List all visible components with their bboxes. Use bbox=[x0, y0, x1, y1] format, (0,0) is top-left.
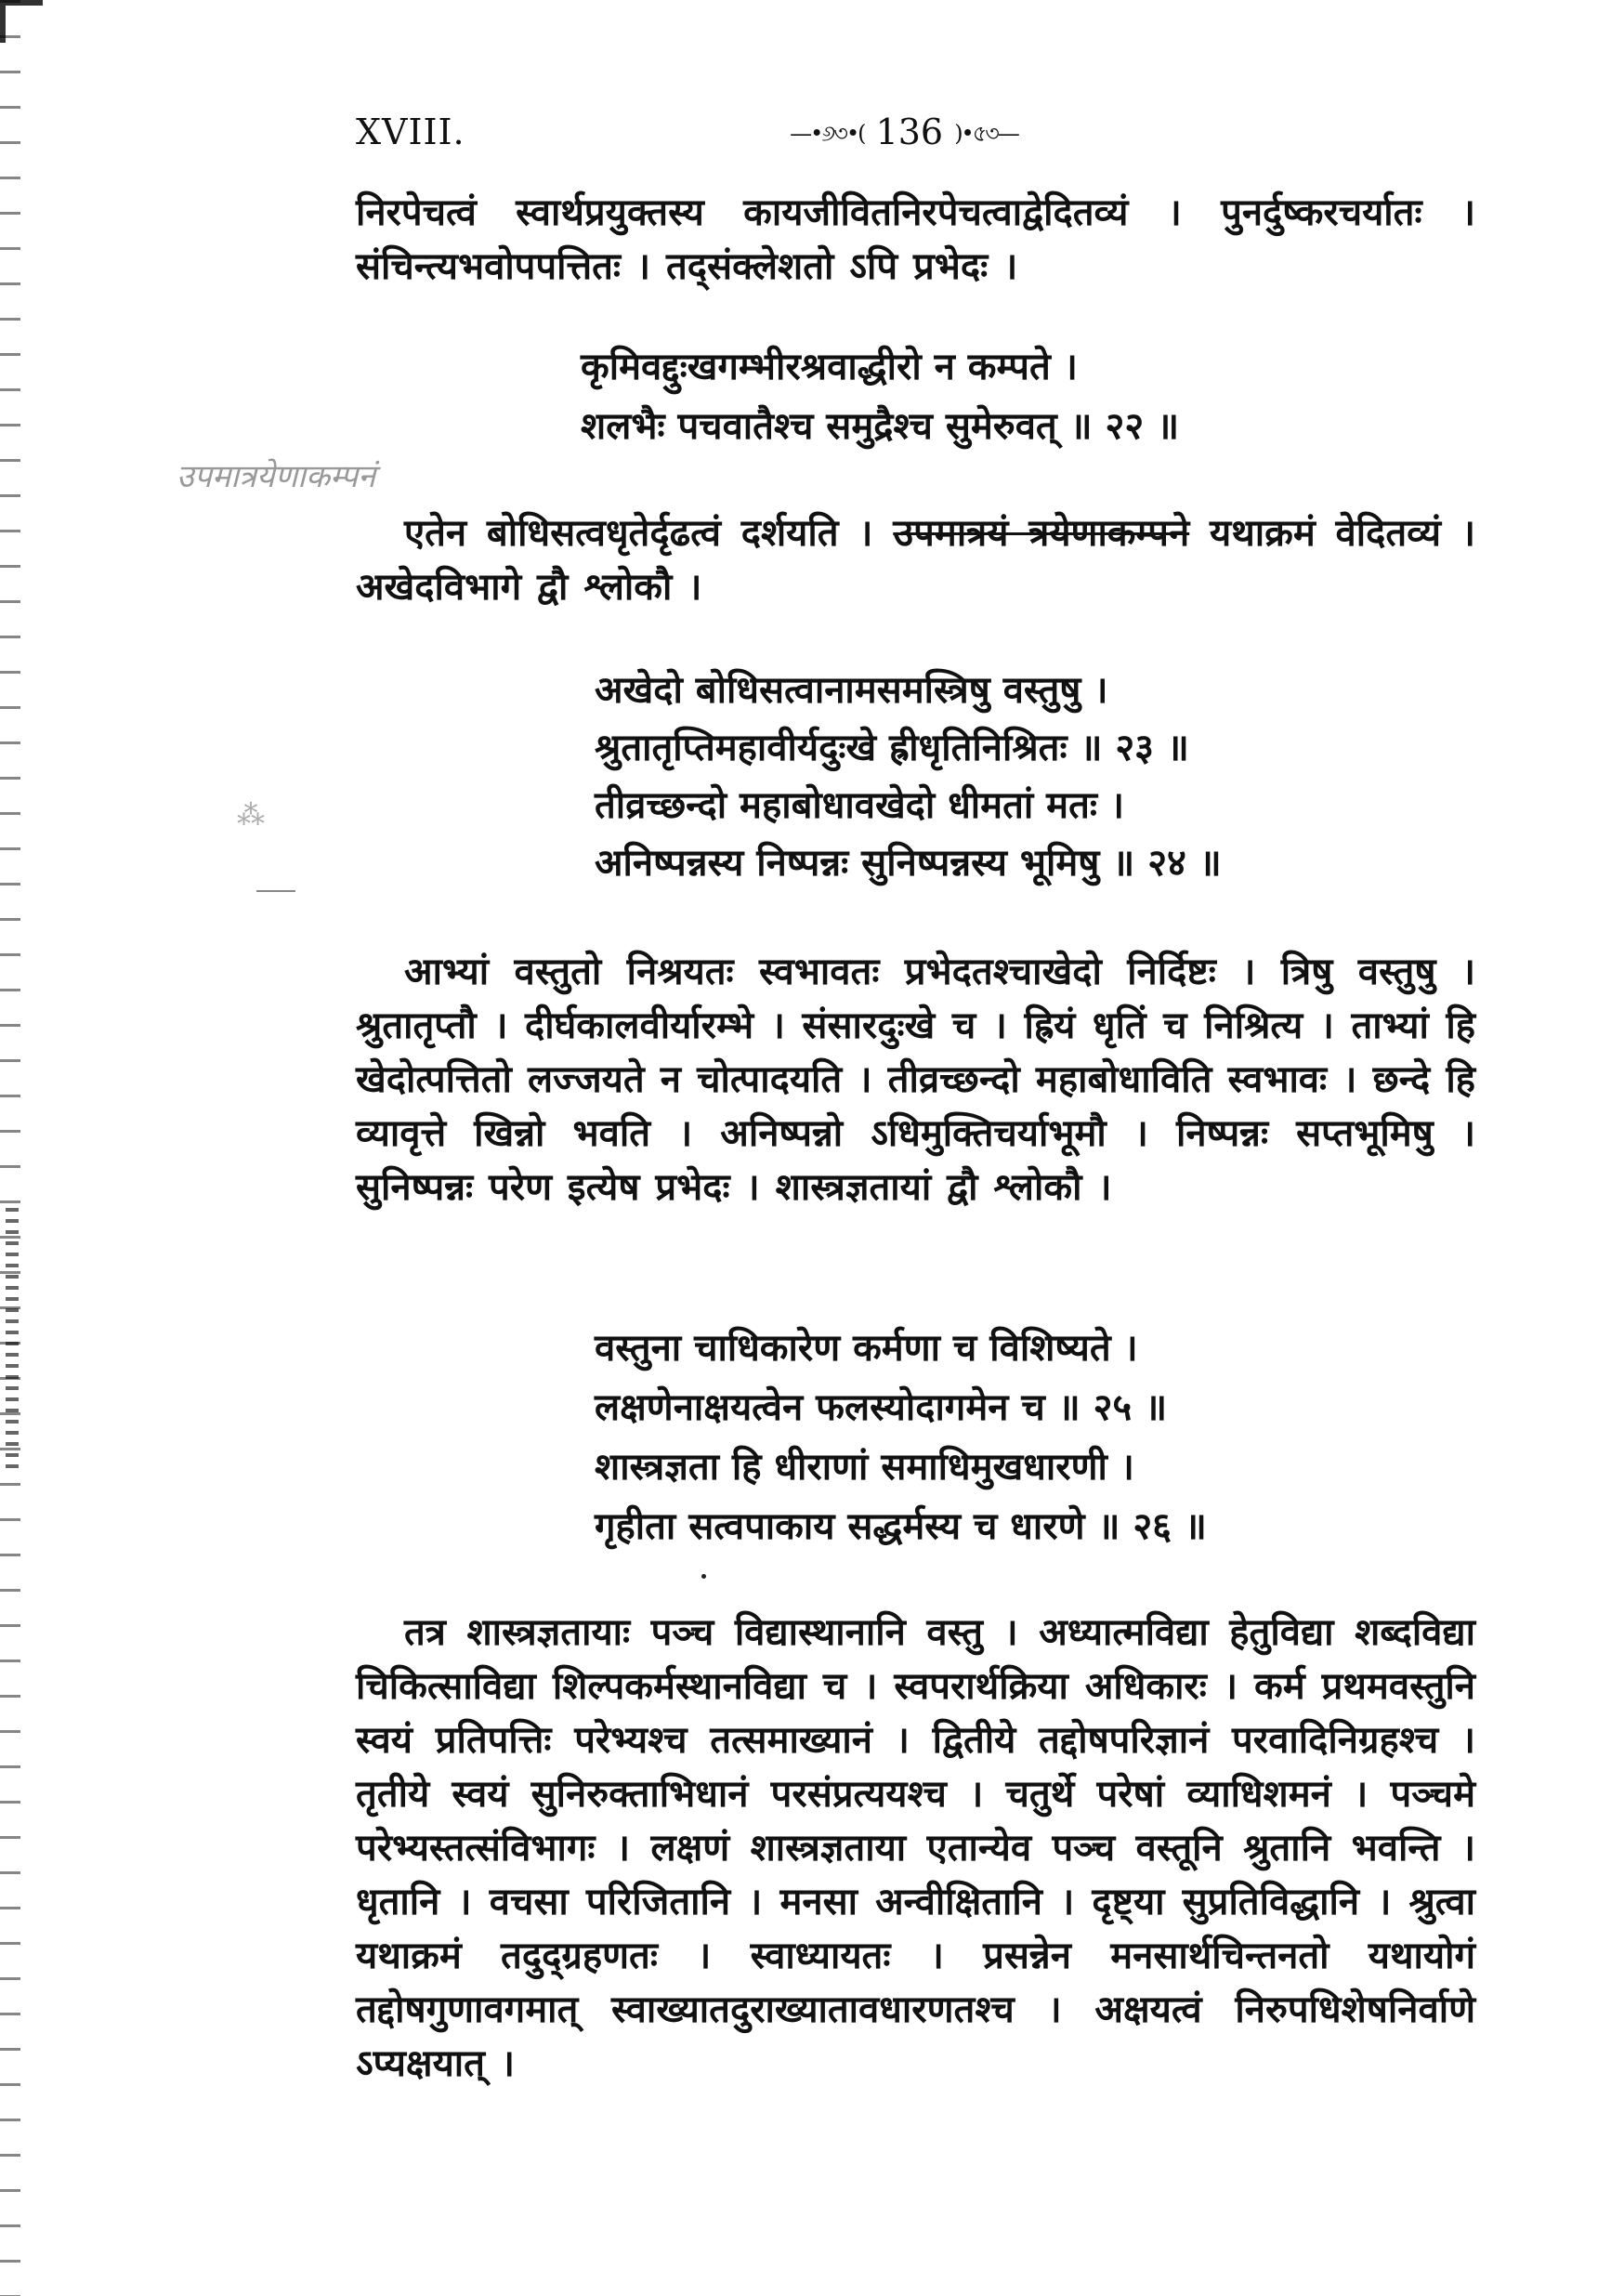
page-edge-binding-marks bbox=[6, 1208, 19, 1468]
page-edge-binding bbox=[0, 0, 20, 2296]
verse-24-line-1: तीव्रच्छन्दो महाबोधावखेदो धीमतां मतः । bbox=[595, 783, 1125, 827]
verse-22-line-2: शलभैः पचवातैश्च समुद्रैश्च सुमेरुवत् ॥ २२ ॥ bbox=[581, 404, 1180, 448]
page-header bbox=[356, 112, 1471, 167]
verse-22-line-1: कृमिवद्दुःखगम्भीरश्रवाद्धीरो न कम्पते । bbox=[581, 345, 1078, 388]
signature-mark: XVIII. bbox=[356, 112, 465, 152]
verse-23-line-2: श्रुतातृप्तिमहावीर्यदुःखे ह्रीधृतिनिश्रितः ॥ २३ ॥ bbox=[595, 726, 1189, 769]
verse-26-line-1: शास्त्रज्ञता हि धीराणां समाधिमुखधारणी । bbox=[595, 1445, 1134, 1489]
verse-23-line-1: अखेदो बोधिसत्वानामसमस्त्रिषु वस्तुषु । bbox=[595, 668, 1108, 712]
prose-paragraph-2-end: यथाक्रमं वेदितव्यं । अखेदविभागे द्वौ श्लोकौ । bbox=[356, 511, 1476, 609]
prose-paragraph-3: आभ्यां वस्तुतो निश्रयतः स्वभावतः प्रभेदतश्चाखेदो निर्दिष्टः । त्रिषु वस्तुषु । श्रुतातृप्तौ । दीर्घकालवीर्यारम्भे । संसारदुःखे च । ह्रियं धृतिं च निश्रित्य । ताभ्यां हि खेदोत्पत्तितो लज्जयते न चोत्पादयति । तीव्रच्छन्दो महाबोधाविति स्वभावः । छन्दे हि व्यावृत्ते खिन्नो भवति । अनिष्पन्नो ऽधिमुक्तिचर्याभूमौ । निष्पन्नः सप्तभूमिषु । सुनिष्पन्नः परेण इत्येष प्रभेदः । शास्त्रज्ञतायां द्वौ श्लोकौ । bbox=[356, 950, 1475, 1209]
prose-paragraph-4: तत्र शास्त्रज्ञतायाः पञ्च विद्यास्थानानि वस्तु । अध्यात्मविद्या हेतुविद्या शब्दविद्या चिकित्साविद्या शिल्पकर्मस्थानविद्या च । स्वपरार्थक्रिया अधिकारः । कर्म प्रथमवस्तुनि स्वयं प्रतिपत्तिः परेभ्यश्च तत्समाख्यानं । द्वितीये तद्दोषपरिज्ञानं परवादिनिग्रहश्च । तृतीये स्वयं सुनिरुक्ताभिधानं परसंप्रत्ययश्च । चतुर्थे परेषां व्याधिशमनं । पञ्चमे परेभ्यस्तत्संविभागः । लक्षणं शास्त्रज्ञताया एतान्येव पञ्च वस्तूनि श्रुतानि भवन्ति । धृतानि । वचसा परिजितानि । मनसा अन्वीक्षितानि । दृष्ट्या सुप्रतिविद्धानि । श्रुत्वा यथाक्रमं तदुद्ग्रहणतः । स्वाध्यायतः । प्रसन्नेन मनसार्थचिन्तनतो यथायोगं तद्दोषगुणावगमात् स्वाख्यातदुराख्यातावधारणतश्च । अक्षयत्वं निरुपधिशेषनिर्वाणे ऽप्यक्षयात् । bbox=[356, 1610, 1475, 2085]
verse-25-line-1: वस्तुना चाधिकारेण कर्मणा च विशिष्यते । bbox=[595, 1326, 1138, 1370]
page-number-line bbox=[765, 112, 1043, 154]
prose-paragraph-2 bbox=[356, 506, 1475, 614]
margin-pencil-stroke bbox=[256, 890, 295, 892]
handwritten-margin-note: उपमात्रयेणाकम्पनं bbox=[177, 458, 376, 495]
ornament-right: )•৫৩— bbox=[954, 120, 1018, 147]
faint-margin-smudge: ⁂ bbox=[237, 799, 265, 832]
prose-paragraph-1: निरपेचत्वं स्वार्थप्रयुक्तस्य कायजीवितनिरपेचत्वाद्वेदितव्यं । पुनर्दुष्करचर्यातः । संचिन्त्यभवोपपत्तितः । तद्संक्लेशतो ऽपि प्रभेदः । bbox=[356, 190, 1475, 288]
ornament-left: —•୬৩•( bbox=[790, 120, 865, 147]
prose-paragraph-2-start: एतेन बोधिसत्वधृतेर्दृढत्वं दर्शयति । bbox=[404, 511, 894, 555]
page-number: 136 bbox=[875, 112, 944, 152]
verse-25-line-2: लक्षणेनाक्षयत्वेन फलस्योदागमेन च ॥ २५ ॥ bbox=[595, 1385, 1168, 1429]
page-corner-mark bbox=[0, 0, 43, 43]
verse-24-line-2: अनिष्पन्नस्य निष्पन्नः सुनिष्पन्नस्य भूमिषु ॥ २४ ॥ bbox=[595, 841, 1222, 885]
struck-through-phrase: उपमात्रयं त्रयेणाकम्पने bbox=[893, 511, 1190, 555]
verse-26-line-2: गृहीता सत्वपाकाय सद्धर्मस्य च धारणे ॥ २६ ॥ bbox=[595, 1504, 1207, 1548]
ink-speck bbox=[701, 1574, 706, 1579]
